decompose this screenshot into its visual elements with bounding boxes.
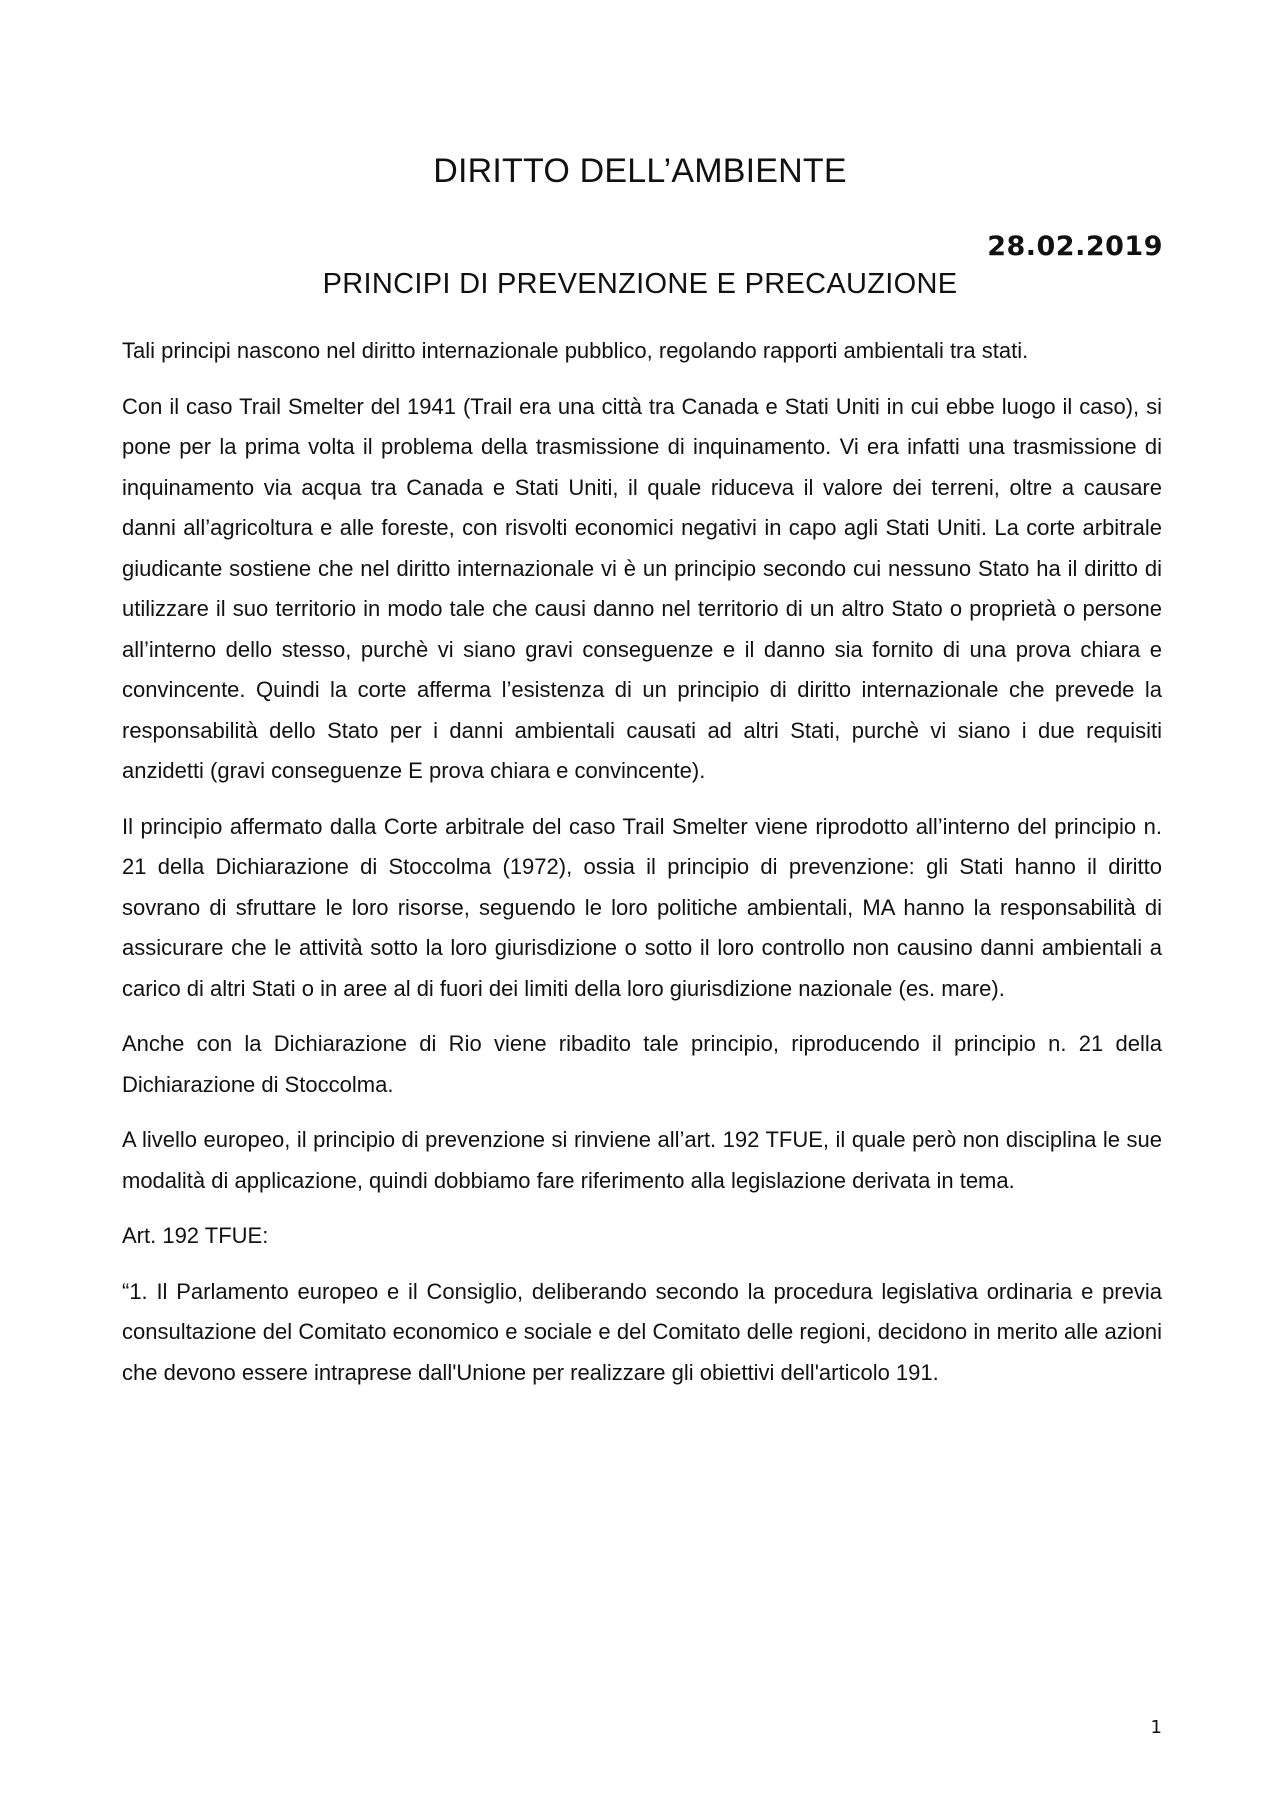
- page-number: 1: [1150, 1717, 1162, 1738]
- paragraph: Anche con la Dichiarazione di Rio viene ribadito tale principio, riproducendo il principio n. 21 della Dichiarazione di Stoccolma.: [122, 1031, 1162, 1097]
- paragraph: Tali principi nascono nel diritto internazionale pubblico, regolando rapporti ambientali tra stati.: [122, 338, 1029, 363]
- paragraph: A livello europeo, il principio di prevenzione si rinviene all’art. 192 TFUE, il quale però non disciplina le sue modalità di applicazione, quindi dobbiamo fare riferimento alla legislazione derivata in tema.: [122, 1127, 1162, 1193]
- article-reference: Art. 192 TFUE:: [122, 1223, 269, 1248]
- document-title: DIRITTO DELL’AMBIENTE: [433, 152, 847, 190]
- paragraph: Il principio affermato dalla Corte arbitrale del caso Trail Smelter viene riprodotto all’interno del principio n. 21 della Dichiarazione di Stoccolma (1972), ossia il principio di prevenzione: gli Stati hanno il diritto sovrano di sfruttare le loro risorse, seguendo le loro politiche ambientali, MA hanno la responsabilità di assicurare che le attività sotto la loro giurisdizione o sotto il loro controllo non causino danni ambientali a carico di altri Stati o in aree al di fuori dei limiti della loro giurisdizione nazionale (es. mare).: [122, 813, 1162, 1001]
- article-quote: “1. Il Parlamento europeo e il Consiglio, deliberando secondo la procedura legislativa ordinaria e previa consultazione del Comitato economico e sociale e del Comitato delle regioni, decidono in merito alle azioni che devono essere intraprese dall'Unione per realizzare gli obiettivi dell'articolo 191.: [122, 1278, 1162, 1385]
- section-heading: PRINCIPI DI PREVENZIONE E PRECAUZIONE: [322, 268, 958, 300]
- document-body: [122, 331, 1162, 1408]
- lecture-date: 28.02.2019: [987, 231, 1163, 262]
- paragraph: Con il caso Trail Smelter del 1941 (Trail era una città tra Canada e Stati Uniti in cui ebbe luogo il caso), si pone per la prima volta il problema della trasmissione di inquinamento. Vi era infatti una trasmissione di inquinamento via acqua tra Canada e Stati Uniti, il quale riduceva il valore dei terreni, oltre a causare danni all’agricoltura e alle foreste, con risvolti economici negativi in capo agli Stati Uniti. La corte arbitrale giudicante sostiene che nel diritto internazionale vi è un principio secondo cui nessuno Stato ha il diritto di utilizzare il suo territorio in modo tale che causi danno nel territorio di un altro Stato o proprietà o persone all’interno dello stesso, purchè vi siano gravi conseguenze e il danno sia fornito di una prova chiara e convincente. Quindi la corte afferma l’esistenza di un principio di diritto internazionale che prevede la responsabilità dello Stato per i danni ambientali causati ad altri Stati, purchè vi siano i due requisiti anzidetti (gravi conseguenze E prova chiara e convincente).: [122, 393, 1162, 783]
